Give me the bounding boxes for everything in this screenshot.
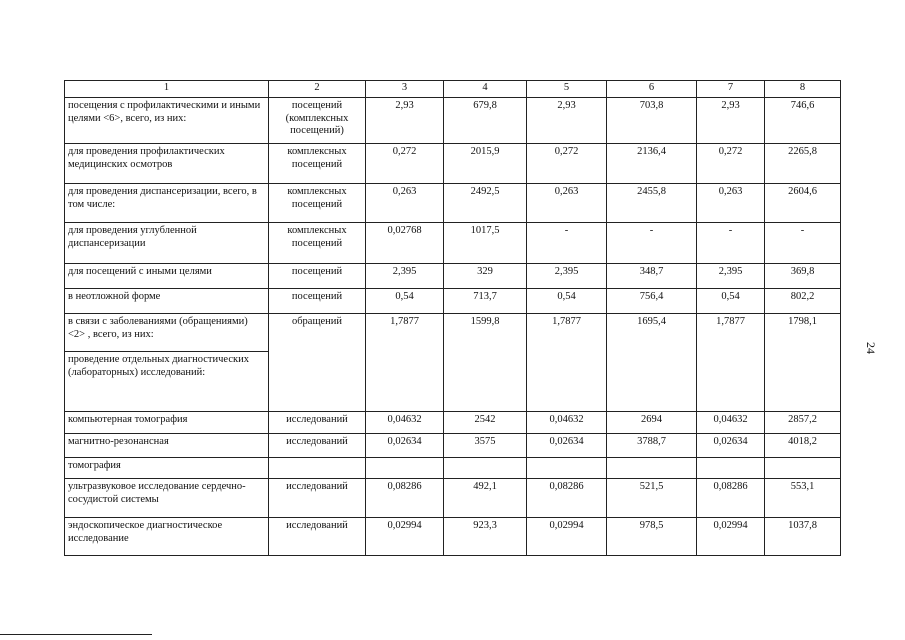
row-label: компьютерная томография <box>65 412 269 434</box>
value-cell: 1,7877 <box>366 314 444 412</box>
footnote-divider <box>0 634 152 635</box>
value-cell: - <box>697 223 765 264</box>
table-row <box>65 144 841 184</box>
value-cell: 0,263 <box>527 184 607 223</box>
table-row <box>65 518 841 556</box>
value-cell: 2136,4 <box>607 144 697 184</box>
unit-cell: посещений (комплексных посещений) <box>269 98 366 144</box>
value-cell: 1,7877 <box>697 314 765 412</box>
row-label: магнитно-резонансная <box>65 434 269 458</box>
value-cell: 756,4 <box>607 289 697 314</box>
value-cell: 0,04632 <box>366 412 444 434</box>
value-cell: 2455,8 <box>607 184 697 223</box>
value-cell: 0,04632 <box>527 412 607 434</box>
value-cell: 2,93 <box>366 98 444 144</box>
empty-cell <box>697 458 765 479</box>
row-label: для проведения диспансеризации, всего, в том числе: <box>65 184 269 223</box>
value-cell: 2694 <box>607 412 697 434</box>
value-cell: 1,7877 <box>527 314 607 412</box>
value-cell: 978,5 <box>607 518 697 556</box>
column-number: 8 <box>765 81 841 98</box>
value-cell: 1695,4 <box>607 314 697 412</box>
column-number: 3 <box>366 81 444 98</box>
value-cell: 0,08286 <box>697 479 765 518</box>
column-number: 1 <box>65 81 269 98</box>
row-label: в неотложной форме <box>65 289 269 314</box>
value-cell: 521,5 <box>607 479 697 518</box>
table-row <box>65 98 841 144</box>
value-cell: 329 <box>444 264 527 289</box>
value-cell: 703,8 <box>607 98 697 144</box>
table-row <box>65 264 841 289</box>
value-cell: 0,02768 <box>366 223 444 264</box>
row-label: томография <box>65 458 269 479</box>
value-cell: 0,54 <box>366 289 444 314</box>
unit-cell: исследований <box>269 518 366 556</box>
value-cell: 2604,6 <box>765 184 841 223</box>
unit-cell: комплексных посещений <box>269 184 366 223</box>
value-cell: 2,395 <box>527 264 607 289</box>
value-cell: 2492,5 <box>444 184 527 223</box>
table-header-row <box>65 81 841 98</box>
row-label: в связи с заболеваниями (обращениями) <2> , всего, из них: <box>65 314 269 352</box>
row-label: проведение отдельных диагностических (лабораторных) исследований: <box>65 352 269 412</box>
row-label: для проведения профилактических медицинских осмотров <box>65 144 269 184</box>
table-row <box>65 434 841 458</box>
value-cell: 0,272 <box>697 144 765 184</box>
value-cell: 2,93 <box>527 98 607 144</box>
empty-cell <box>607 458 697 479</box>
value-cell: 0,54 <box>527 289 607 314</box>
value-cell: 2857,2 <box>765 412 841 434</box>
value-cell: 713,7 <box>444 289 527 314</box>
value-cell: 923,3 <box>444 518 527 556</box>
unit-cell: исследований <box>269 412 366 434</box>
services-table <box>64 80 841 556</box>
value-cell: 1037,8 <box>765 518 841 556</box>
empty-cell <box>269 458 366 479</box>
row-label: для посещений с иными целями <box>65 264 269 289</box>
empty-cell <box>765 458 841 479</box>
table-row <box>65 289 841 314</box>
column-number: 5 <box>527 81 607 98</box>
unit-cell: исследований <box>269 434 366 458</box>
row-label: эндоскопическое диагностическое исследование <box>65 518 269 556</box>
value-cell: 0,02634 <box>697 434 765 458</box>
table-row <box>65 223 841 264</box>
value-cell: 2,395 <box>366 264 444 289</box>
value-cell: 369,8 <box>765 264 841 289</box>
value-cell: 0,02634 <box>366 434 444 458</box>
value-cell: 1017,5 <box>444 223 527 264</box>
value-cell: 0,08286 <box>366 479 444 518</box>
value-cell: 553,1 <box>765 479 841 518</box>
value-cell: 679,8 <box>444 98 527 144</box>
empty-cell <box>527 458 607 479</box>
table-row <box>65 412 841 434</box>
value-cell: 3788,7 <box>607 434 697 458</box>
table-row <box>65 458 841 479</box>
value-cell: 2265,8 <box>765 144 841 184</box>
value-cell: 0,08286 <box>527 479 607 518</box>
value-cell: 1798,1 <box>765 314 841 412</box>
empty-cell <box>366 458 444 479</box>
value-cell: 2,93 <box>697 98 765 144</box>
table-row <box>65 314 841 352</box>
column-number: 4 <box>444 81 527 98</box>
row-label: ультразвуковое исследование сердечно-сосудистой системы <box>65 479 269 518</box>
value-cell: 3575 <box>444 434 527 458</box>
value-cell: - <box>607 223 697 264</box>
value-cell: 2542 <box>444 412 527 434</box>
value-cell: 492,1 <box>444 479 527 518</box>
value-cell: 0,02994 <box>697 518 765 556</box>
value-cell: 0,272 <box>527 144 607 184</box>
row-label: посещения с профилактическими и иными целями <6>, всего, из них: <box>65 98 269 144</box>
value-cell: 0,263 <box>366 184 444 223</box>
value-cell: 802,2 <box>765 289 841 314</box>
value-cell: 0,54 <box>697 289 765 314</box>
row-label: для проведения углубленной диспансеризации <box>65 223 269 264</box>
unit-cell: комплексных посещений <box>269 223 366 264</box>
value-cell: 4018,2 <box>765 434 841 458</box>
table-row <box>65 479 841 518</box>
value-cell: 746,6 <box>765 98 841 144</box>
column-number: 2 <box>269 81 366 98</box>
value-cell: 0,04632 <box>697 412 765 434</box>
value-cell: 0,272 <box>366 144 444 184</box>
unit-cell: посещений <box>269 264 366 289</box>
page-number: 24 <box>864 342 878 354</box>
column-number: 7 <box>697 81 765 98</box>
value-cell: 0,02994 <box>527 518 607 556</box>
unit-cell: посещений <box>269 289 366 314</box>
value-cell: 1599,8 <box>444 314 527 412</box>
empty-cell <box>444 458 527 479</box>
table-row <box>65 184 841 223</box>
column-number: 6 <box>607 81 697 98</box>
value-cell: - <box>527 223 607 264</box>
value-cell: 0,263 <box>697 184 765 223</box>
unit-cell: комплексных посещений <box>269 144 366 184</box>
value-cell: 2015,9 <box>444 144 527 184</box>
value-cell: 348,7 <box>607 264 697 289</box>
value-cell: - <box>765 223 841 264</box>
value-cell: 0,02994 <box>366 518 444 556</box>
unit-cell: обращений <box>269 314 366 412</box>
unit-cell: исследований <box>269 479 366 518</box>
value-cell: 2,395 <box>697 264 765 289</box>
value-cell: 0,02634 <box>527 434 607 458</box>
